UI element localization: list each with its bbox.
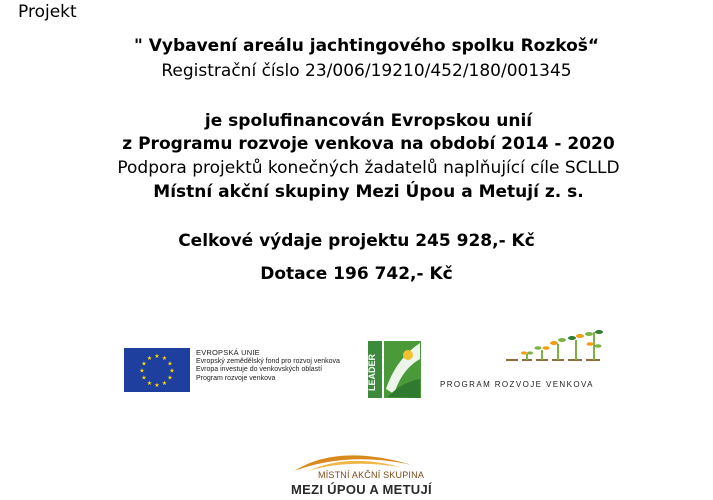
eu-line-2: Evropa investuje do venkovských oblastí: [196, 366, 323, 374]
svg-text:★: ★: [161, 380, 168, 387]
subsidy-amount: Dotace 196 742,- Kč: [260, 264, 453, 284]
svg-text:★: ★: [139, 367, 145, 375]
mas-title: MEZI ÚPOU A METUJÍ: [291, 482, 432, 497]
svg-text:★: ★: [146, 355, 153, 362]
svg-text:★: ★: [167, 360, 173, 368]
support-line: Podpora projektů konečných žadatelů naplňující cíle SCLLD: [117, 158, 620, 178]
prv-sprouts-icon: [436, 326, 606, 386]
eu-line-1: Evropský zemědělský fond pro rozvoj venkova: [196, 357, 340, 365]
svg-text:★: ★: [169, 367, 175, 375]
eu-line-3: Program rozvoje venkova: [196, 374, 276, 382]
eu-flag-icon: [124, 348, 190, 392]
svg-text:★: ★: [154, 353, 160, 360]
prv-label: PROGRAM ROZVOJE VENKOVA: [440, 380, 594, 389]
svg-text:★: ★: [141, 374, 147, 382]
funding-line-1: je spolufinancován Evropskou unií: [204, 111, 533, 131]
registration-number: Registrační číslo 23/006/19210/452/180/001345: [161, 61, 572, 81]
svg-text:★: ★: [154, 382, 160, 389]
mas-subtitle: MÍSTNÍ AKČNÍ SKUPINA: [318, 470, 425, 480]
svg-text:★: ★: [146, 380, 153, 387]
total-costs: Celkové výdaje projektu 245 928,- Kč: [178, 231, 535, 251]
leader-text: LEADER: [367, 353, 377, 391]
project-title: " Vybavení areálu jachtingového spolku Rozkoš“: [133, 36, 600, 56]
funding-line-2: z Programu rozvoje venkova na období 2014 - 2020: [122, 134, 615, 154]
svg-text:★: ★: [167, 374, 173, 382]
eu-text-block: [196, 349, 340, 383]
eu-heading: EVROPSKÁ UNIE: [196, 348, 260, 357]
svg-text:★: ★: [161, 355, 168, 362]
group-line: Místní akční skupiny Mezi Úpou a Metují z. s.: [153, 182, 584, 202]
leader-logo-icon: [366, 339, 423, 400]
svg-text:★: ★: [141, 360, 147, 368]
project-label: Projekt: [18, 2, 77, 22]
